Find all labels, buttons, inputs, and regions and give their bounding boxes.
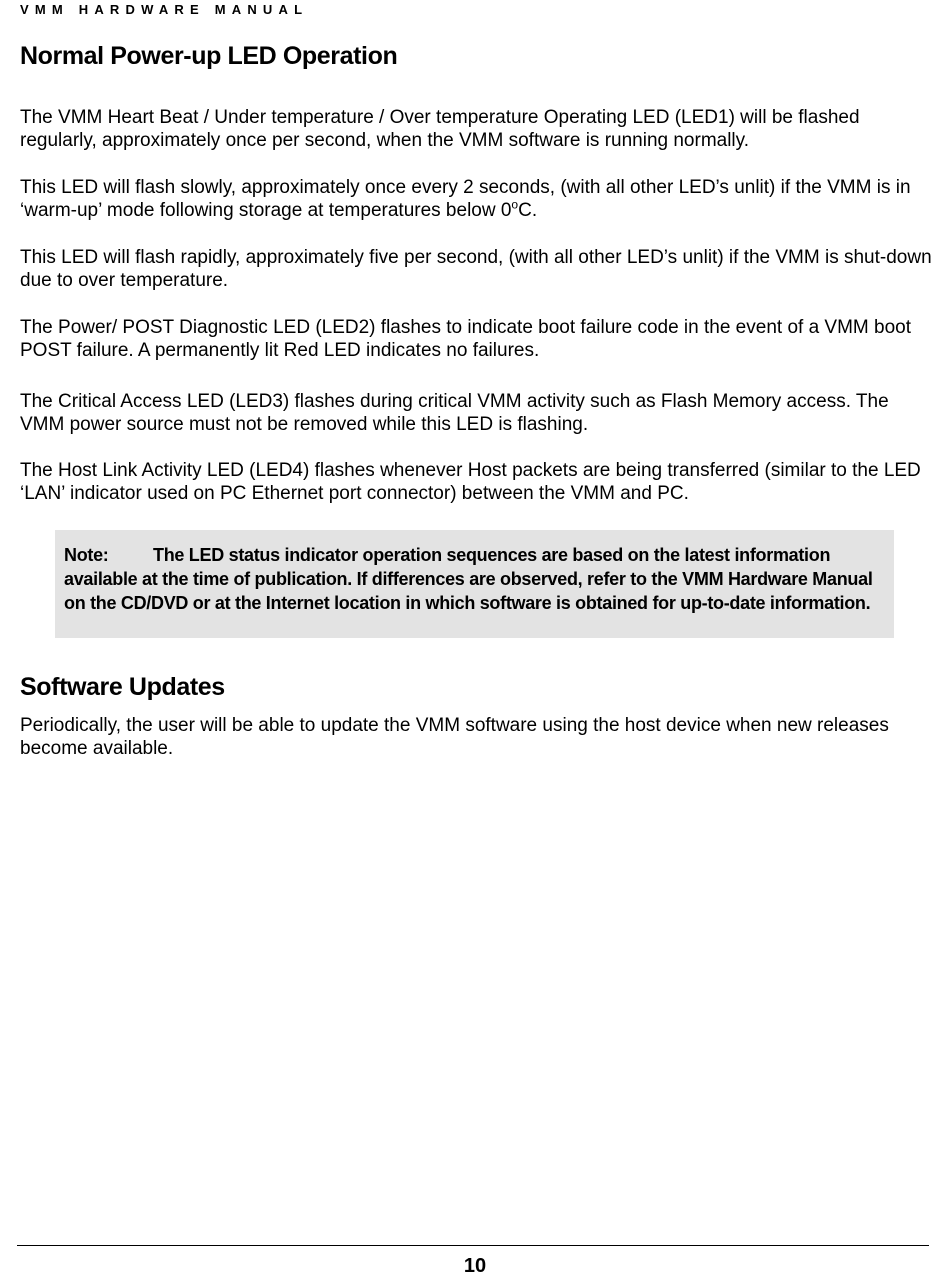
paragraph-warm-up-text: This LED will flash slowly, approximately once every 2 seconds, (with all other LED’s unlit) if the VMM is in ‘warm-up’ mode following storage at temperatures below 0	[20, 177, 911, 221]
footer-divider	[17, 1245, 929, 1246]
paragraph-software-updates: Periodically, the user will be able to update the VMM software using the host device when new releases become available.	[20, 715, 889, 759]
note-box	[55, 530, 894, 638]
paragraph-warm-up	[20, 176, 932, 222]
paragraph-led1: The VMM Heart Beat / Under temperature / Over temperature Operating LED (LED1) will be flashed regularly, approximately once per second, when the VMM software is running normally.	[20, 107, 860, 151]
note-label: Note:	[64, 545, 109, 565]
section-title-software-updates: Software Updates	[20, 673, 225, 701]
paragraph-led3: The Critical Access LED (LED3) flashes during critical VMM activity such as Flash Memory access. The VMM power source must not be removed while this LED is flashing.	[20, 391, 889, 435]
section-title-led-operation: Normal Power-up LED Operation	[20, 42, 398, 70]
degree-mark: o	[511, 197, 519, 212]
running-header: VMM HARDWARE MANUAL	[20, 2, 309, 17]
page-number: 10	[463, 1255, 487, 1277]
temperature-unit: C.	[518, 200, 538, 221]
note-text: The LED status indicator operation sequences are based on the latest information available at the time of publication. If differences are observed, refer to the VMM Hardware Manual on the CD/DVD or at the Internet location in which software is obtained for up-to-date information.	[64, 545, 873, 613]
paragraph-led4: The Host Link Activity LED (LED4) flashes whenever Host packets are being transferred (similar to the LED ‘LAN’ indicator used on PC Ethernet port connector) between the VMM and PC.	[20, 460, 921, 504]
paragraph-over-temperature: This LED will flash rapidly, approximately five per second, (with all other LED’s unlit) if the VMM is shut-down due to over temperature.	[20, 247, 932, 291]
paragraph-led2: The Power/ POST Diagnostic LED (LED2) flashes to indicate boot failure code in the event of a VMM boot POST failure. A permanently lit Red LED indicates no failures.	[20, 317, 911, 361]
